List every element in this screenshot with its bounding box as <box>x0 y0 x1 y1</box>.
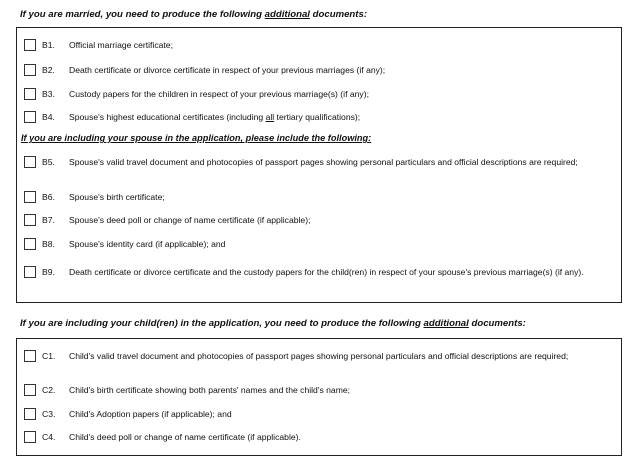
checkbox-c4[interactable] <box>24 431 36 443</box>
item-text: Spouse's birth certificate; <box>69 192 165 202</box>
item-code: B8. <box>42 239 55 249</box>
item-text: Spouse's identity card (if applicable); and <box>69 239 226 249</box>
section-b-heading <box>20 9 367 20</box>
item-text: Official marriage certificate; <box>69 40 173 50</box>
item-code: B9. <box>42 267 55 277</box>
checkbox-b6[interactable] <box>24 191 36 203</box>
section-c-box <box>16 338 622 456</box>
heading-underlined-word: additional <box>423 318 469 329</box>
checkbox-b9[interactable] <box>24 266 36 278</box>
item-text: Spouse's deed poll or change of name certificate (if applicable); <box>69 215 311 225</box>
item-code: C4. <box>42 432 56 442</box>
item-code: B4. <box>42 112 55 122</box>
item-code: C1. <box>42 351 56 361</box>
checkbox-c2[interactable] <box>24 384 36 396</box>
item-text: Custody papers for the children in respect of your previous marriage(s) (if any); <box>69 89 369 99</box>
item-code: C3. <box>42 409 56 419</box>
item-code: B1. <box>42 40 55 50</box>
item-code: B5. <box>42 157 55 167</box>
checkbox-c1[interactable] <box>24 350 36 362</box>
checkbox-b4[interactable] <box>24 111 36 123</box>
heading-text: documents: <box>468 318 526 329</box>
heading-text: documents: <box>309 9 368 20</box>
item-text: Child's Adoption papers (if applicable); and <box>69 409 232 419</box>
checkbox-c3[interactable] <box>24 408 36 420</box>
item-code: B6. <box>42 192 55 202</box>
item-code: B3. <box>42 89 55 99</box>
item-text: Child's deed poll or change of name certificate (if applicable). <box>69 432 301 442</box>
item-text: Spouse's valid travel document and photocopies of passport pages showing personal particulars and official descriptions are required; <box>69 157 578 167</box>
item-code: B2. <box>42 65 55 75</box>
item-text: Death certificate or divorce certificate and the custody papers for the child(ren) in respect of your spouse's previous marriage(s) (if any). <box>69 267 584 277</box>
item-code: B7. <box>42 215 55 225</box>
spouse-subheading <box>21 133 371 143</box>
item-text-part: Spouse's highest educational certificates (including <box>69 112 266 122</box>
checkbox-b7[interactable] <box>24 214 36 226</box>
item-text: Death certificate or divorce certificate in respect of your previous marriages (if any); <box>69 65 386 75</box>
checkbox-b3[interactable] <box>24 88 36 100</box>
item-text-part: tertiary qualifications); <box>274 112 361 122</box>
section-b-box <box>16 27 622 303</box>
checkbox-b8[interactable] <box>24 238 36 250</box>
item-text-underlined: all <box>265 112 275 122</box>
section-c-heading <box>20 318 526 329</box>
heading-text: If you are married, you need to produce the following <box>20 9 265 20</box>
item-code: C2. <box>42 385 56 395</box>
checkbox-b2[interactable] <box>24 64 36 76</box>
item-text: Child's valid travel document and photocopies of passport pages showing personal particulars and official descriptions are required; <box>69 351 569 361</box>
checkbox-b1[interactable] <box>24 39 36 51</box>
item-text: Child's birth certificate showing both parents' names and the child's name; <box>69 385 351 395</box>
checkbox-b5[interactable] <box>24 156 36 168</box>
heading-text: If you are including your child(ren) in the application, you need to produce the following <box>20 318 424 329</box>
item-text <box>69 112 603 123</box>
heading-underlined-word: additional <box>264 9 310 20</box>
subheading-text: If you are including your spouse in the application, please include the following: <box>21 133 372 143</box>
